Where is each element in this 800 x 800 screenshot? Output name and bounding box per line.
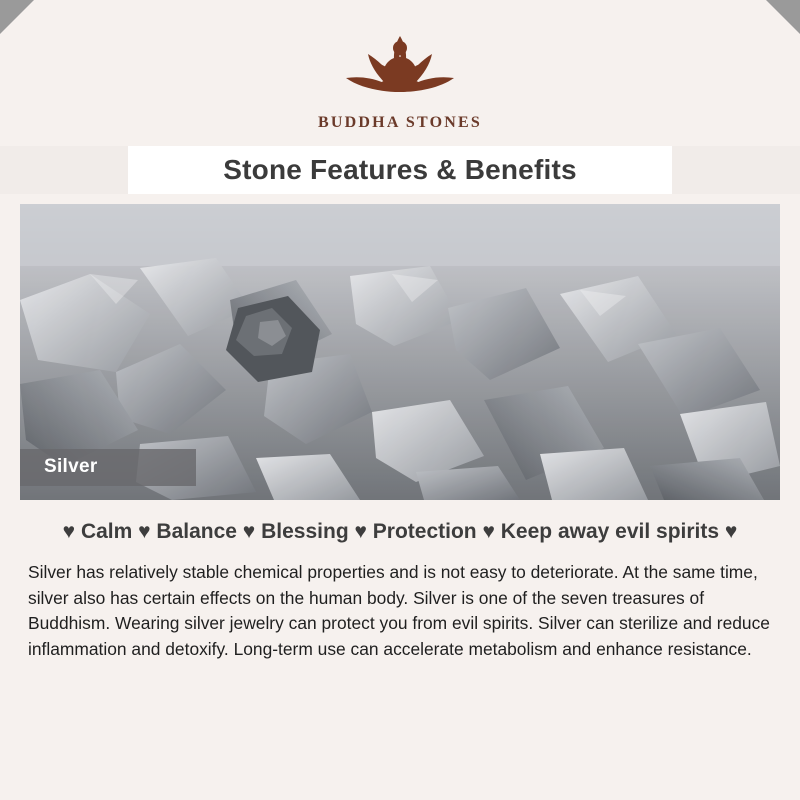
brand-header [0,0,800,132]
brand-name: BUDDHA STONES [318,114,482,131]
hero-caption: Silver [20,449,196,486]
bottom-spacer [0,766,800,800]
lotus-meditation-icon [320,22,480,110]
section-title-band [0,146,800,194]
page-title: Stone Features & Benefits [223,154,577,185]
hero-image [20,204,780,500]
description-text: Silver has relatively stable chemical properties and is not easy to deteriorate. At the same time, silver also has certain effects on the human body. Silver is one of the seven treasures of Buddhism. Wearing silver jewelry can protect you from evil spirits. Silver can sterilize and reduce inflammation and detoxify. Long-term use can accelerate metabolism and enhance resistance. [28,562,770,659]
benefits-line: ♥ Calm ♥ Balance ♥ Blessing ♥ Protection ♥ Keep away evil spirits ♥ [62,520,738,543]
